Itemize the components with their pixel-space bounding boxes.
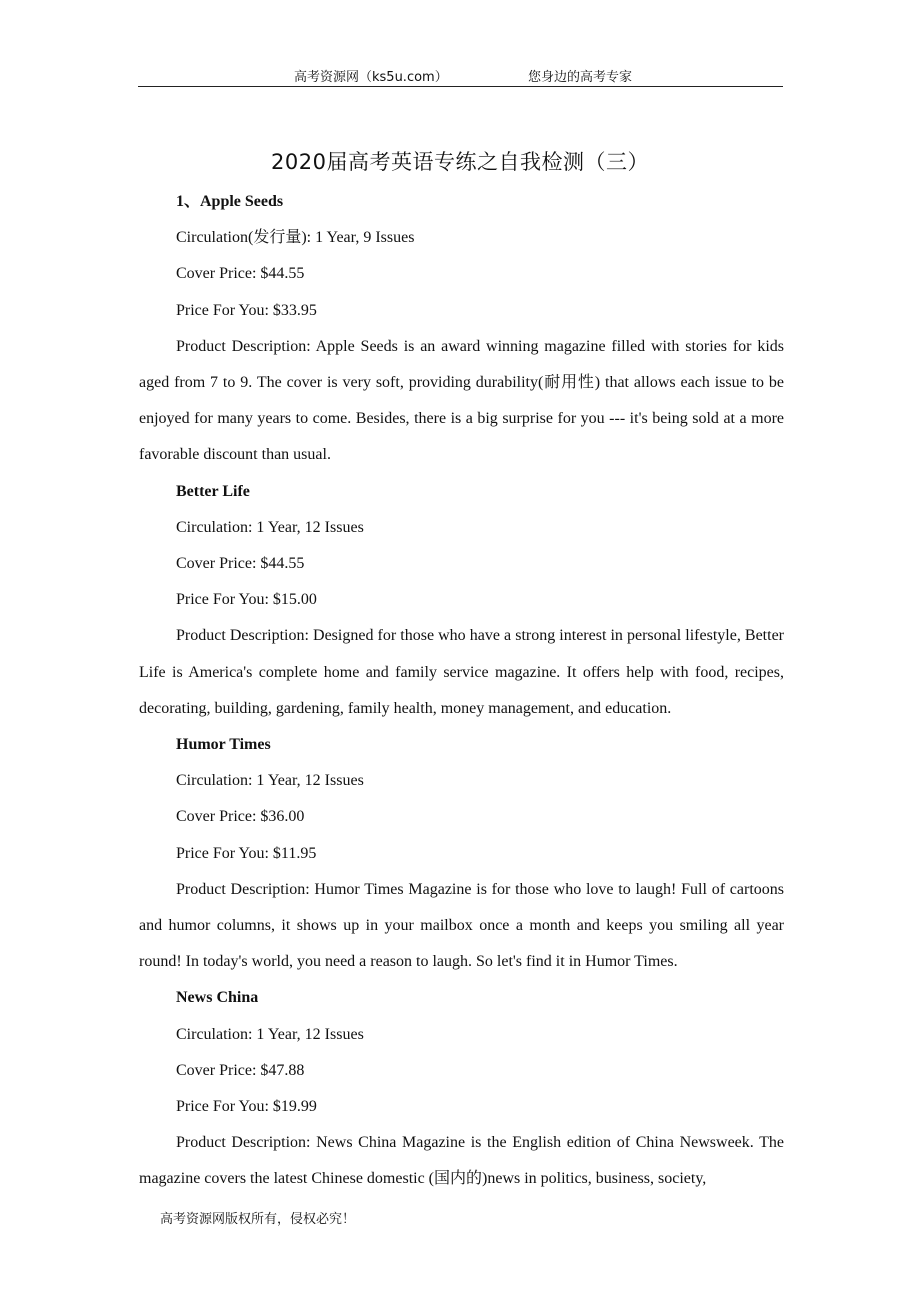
- product-name: Humor Times: [176, 736, 271, 754]
- product-description: Product Description: Apple Seeds is an award winning magazine filled with stories for kids aged from 7 to 9. The cover is very soft, providing durability(耐用性) that allows each issue to be enjoyed for many years to come. Besides, there is a big surprise for you --- it's being sold at a more favorable discount than usual.: [139, 337, 784, 464]
- product-entry: [139, 980, 784, 1197]
- document-body: [139, 184, 784, 1198]
- product-name: 1、Apple Seeds: [176, 193, 284, 210]
- product-circulation: Circulation: 1 Year, 12 Issues: [176, 1025, 364, 1043]
- product-price-for-you: Price For You: $19.99: [176, 1098, 317, 1116]
- document-title: 2020届高考英语专练之自我检测（三）: [271, 150, 649, 174]
- product-price-for-you: Price For You: $15.00: [176, 591, 317, 609]
- header-site-name: 高考资源网（ks5u.com）: [294, 70, 448, 85]
- product-cover-price: Cover Price: $36.00: [176, 808, 305, 826]
- product-circulation: Circulation: 1 Year, 12 Issues: [176, 772, 364, 790]
- product-name: News China: [176, 989, 259, 1007]
- product-description: Product Description: Designed for those who have a strong interest in personal lifestyle, Better Life is America's complete home and family service magazine. It offers help with food, recipes, decorating, building, gardening, family health, money management, and education.: [139, 627, 784, 717]
- product-price-for-you: Price For You: $11.95: [176, 844, 317, 862]
- product-entry: [139, 474, 784, 727]
- product-description: Product Description: News China Magazine is the English edition of China Newsweek. The magazine covers the latest Chinese domestic (国内的)news in politics, business, society,: [139, 1134, 784, 1188]
- product-price-for-you: Price For You: $33.95: [176, 301, 317, 319]
- product-cover-price: Cover Price: $44.55: [176, 265, 305, 283]
- product-description: Product Description: Humor Times Magazine is for those who love to laugh! Full of cartoons and humor columns, it shows up in your mailbox once a month and keeps you smiling all year round! In today's world, you need a reason to laugh. So let's find it in Humor Times.: [139, 880, 784, 971]
- product-entry: [139, 727, 784, 980]
- page-header: [138, 64, 783, 87]
- product-cover-price: Cover Price: $44.55: [176, 555, 305, 573]
- product-circulation: Circulation(发行量): 1 Year, 9 Issues: [176, 229, 415, 247]
- product-entry: [139, 184, 784, 474]
- header-slogan: 您身边的高考专家: [528, 70, 633, 85]
- product-name: Better Life: [176, 482, 250, 500]
- product-cover-price: Cover Price: $47.88: [176, 1061, 305, 1079]
- product-circulation: Circulation: 1 Year, 12 Issues: [176, 518, 364, 536]
- page-footer: 高考资源网版权所有，侵权必究！: [160, 1212, 356, 1227]
